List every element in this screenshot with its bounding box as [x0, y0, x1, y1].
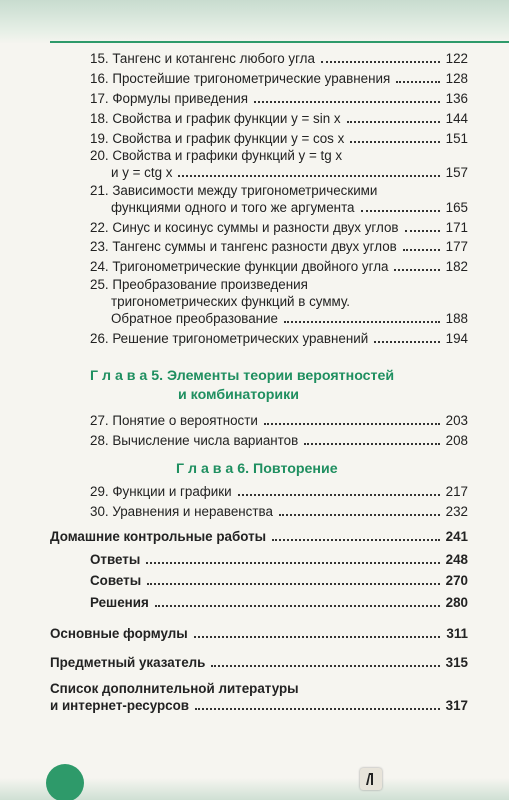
dot-leader [254, 101, 440, 103]
toc-entry-page: 144 [445, 111, 468, 126]
top-band [0, 0, 509, 44]
dot-leader [146, 562, 439, 564]
toc-entry-24[interactable] [90, 258, 468, 275]
toc-entry-label: 18. Свойства и график функции y = sin x [90, 111, 341, 126]
toc-entry-label: Решения [90, 595, 149, 610]
toc-entry-page: 317 [445, 698, 468, 713]
toc-entry-label: и y = ctg x [111, 165, 173, 180]
dot-leader [321, 61, 440, 63]
toc-entry-22[interactable] [90, 219, 468, 236]
toc-entry-label: Домашние контрольные работы [50, 529, 267, 544]
toc-entry-21-line1[interactable]: 21. Зависимости между тригонометрическими [90, 183, 378, 198]
toc-entry-label: Основные формулы [50, 626, 188, 641]
toc-entry-label: Ответы [90, 552, 141, 567]
toc-entry-label: 23. Тангенс суммы и тангенс разности двух углов [90, 239, 397, 254]
toc-entry-page: 177 [445, 239, 468, 254]
toc-entry-label: 27. Понятие о вероятности [90, 413, 258, 428]
toc-entry-20-line1[interactable]: 20. Свойства и графики функций y = tg x [90, 148, 343, 163]
toc-entry-25[interactable] [111, 310, 468, 327]
toc-entry-19[interactable] [90, 130, 468, 147]
toc-entry-label: Советы [90, 573, 142, 588]
logo-glyph [363, 771, 379, 787]
dot-leader [374, 341, 439, 343]
toc-entry-label: 30. Уравнения и неравенства [90, 504, 273, 519]
toc-entry-label: 19. Свойства и график функции y = cos x [90, 131, 345, 146]
dot-leader [194, 636, 440, 638]
toc-entry-17[interactable] [90, 90, 468, 107]
toc-entry-page: 241 [445, 529, 468, 544]
dot-leader [284, 321, 440, 323]
chapter-5-title-line2: и комбинаторики [178, 387, 299, 403]
dot-leader [147, 583, 439, 585]
dot-leader [211, 665, 439, 667]
dot-leader [155, 605, 440, 607]
toc-entry-page: 270 [445, 573, 468, 588]
chapter-6-title[interactable]: Г л а в а 6. Повторение [176, 461, 338, 477]
toc-entry-20[interactable] [111, 164, 468, 181]
toc-entry-label: Предметный указатель [50, 655, 206, 670]
toc-entry-26[interactable] [90, 330, 468, 347]
toc-entry-page: 280 [445, 595, 468, 610]
toc-entry-label: 17. Формулы приведения [90, 91, 249, 106]
toc-entry-page: 151 [445, 131, 468, 146]
toc-answers[interactable] [90, 551, 468, 568]
dot-leader [405, 230, 440, 232]
labirint-logo-icon [360, 768, 382, 790]
toc-entry-25-line2: тригонометрических функций в сумму. [111, 294, 350, 309]
toc-entry-page: 248 [445, 552, 468, 567]
toc-entry-27[interactable] [90, 412, 468, 429]
toc-entry-label: 16. Простейшие тригонометрические уравнения [90, 71, 391, 86]
toc-entry-28[interactable] [90, 432, 468, 449]
dot-leader [361, 210, 440, 212]
dot-leader [394, 269, 439, 271]
toc-hints[interactable] [90, 572, 468, 589]
dot-leader [304, 443, 439, 445]
toc-entry-18[interactable] [90, 110, 468, 127]
toc-entry-page: 182 [445, 259, 468, 274]
toc-entry-page: 188 [445, 311, 468, 326]
toc-entry-label: функциями одного и того же аргумента [111, 200, 355, 215]
toc-entry-label: 24. Тригонометрические функции двойного угла [90, 259, 389, 274]
toc-entry-page: 232 [445, 504, 468, 519]
toc-entry-page: 165 [445, 200, 468, 215]
dot-leader [272, 539, 440, 541]
toc-entry-page: 122 [445, 51, 468, 66]
dot-leader [347, 121, 440, 123]
dot-leader [195, 708, 440, 710]
toc-index[interactable] [50, 654, 468, 671]
toc-entry-page: 311 [446, 626, 468, 641]
toc-entry-label: 28. Вычисление числа вариантов [90, 433, 299, 448]
dot-leader [178, 175, 439, 177]
toc-formulas[interactable] [50, 625, 468, 642]
dot-leader [279, 514, 440, 516]
toc-entry-label: 26. Решение тригонометрических уравнений [90, 331, 369, 346]
dot-leader [264, 423, 440, 425]
toc-entry-16[interactable] [90, 70, 468, 87]
toc-literature[interactable] [50, 697, 468, 714]
top-rule [50, 41, 509, 43]
dot-leader [238, 494, 440, 496]
toc-entry-29[interactable] [90, 483, 468, 500]
chapter-5-title-line1[interactable]: Г л а в а 5. Элементы теории вероятностей [90, 368, 395, 384]
toc-literature-line1[interactable]: Список дополнительной литературы [50, 681, 299, 696]
toc-entry-label: 22. Синус и косинус суммы и разности двух углов [90, 220, 399, 235]
toc-entry-page: 194 [445, 331, 468, 346]
toc-entry-page: 136 [445, 91, 468, 106]
toc-entry-label: Обратное преобразование [111, 311, 279, 326]
toc-entry-page: 208 [445, 433, 468, 448]
toc-entry-21[interactable] [111, 199, 468, 216]
toc-entry-label: 29. Функции и графики [90, 484, 232, 499]
toc-entry-page: 128 [445, 71, 468, 86]
toc-entry-page: 171 [445, 220, 468, 235]
toc-entry-page: 217 [445, 484, 468, 499]
toc-entry-page: 203 [445, 413, 468, 428]
toc-solutions[interactable] [90, 594, 468, 611]
dot-leader [396, 81, 439, 83]
toc-entry-label: и интернет-ресурсов [50, 698, 190, 713]
page-corner-circle [46, 764, 84, 800]
dot-leader [350, 141, 439, 143]
toc-entry-page: 157 [445, 165, 468, 180]
toc-entry-label: 15. Тангенс и котангенс любого угла [90, 51, 315, 66]
toc-entry-15[interactable] [90, 50, 468, 67]
toc-entry-25-line1[interactable]: 25. Преобразование произведения [90, 277, 308, 292]
toc-home-tests[interactable] [50, 528, 468, 545]
toc-entry-30[interactable] [90, 503, 468, 520]
dot-leader [403, 249, 440, 251]
toc-entry-page: 315 [445, 655, 468, 670]
toc-entry-23[interactable] [90, 238, 468, 255]
